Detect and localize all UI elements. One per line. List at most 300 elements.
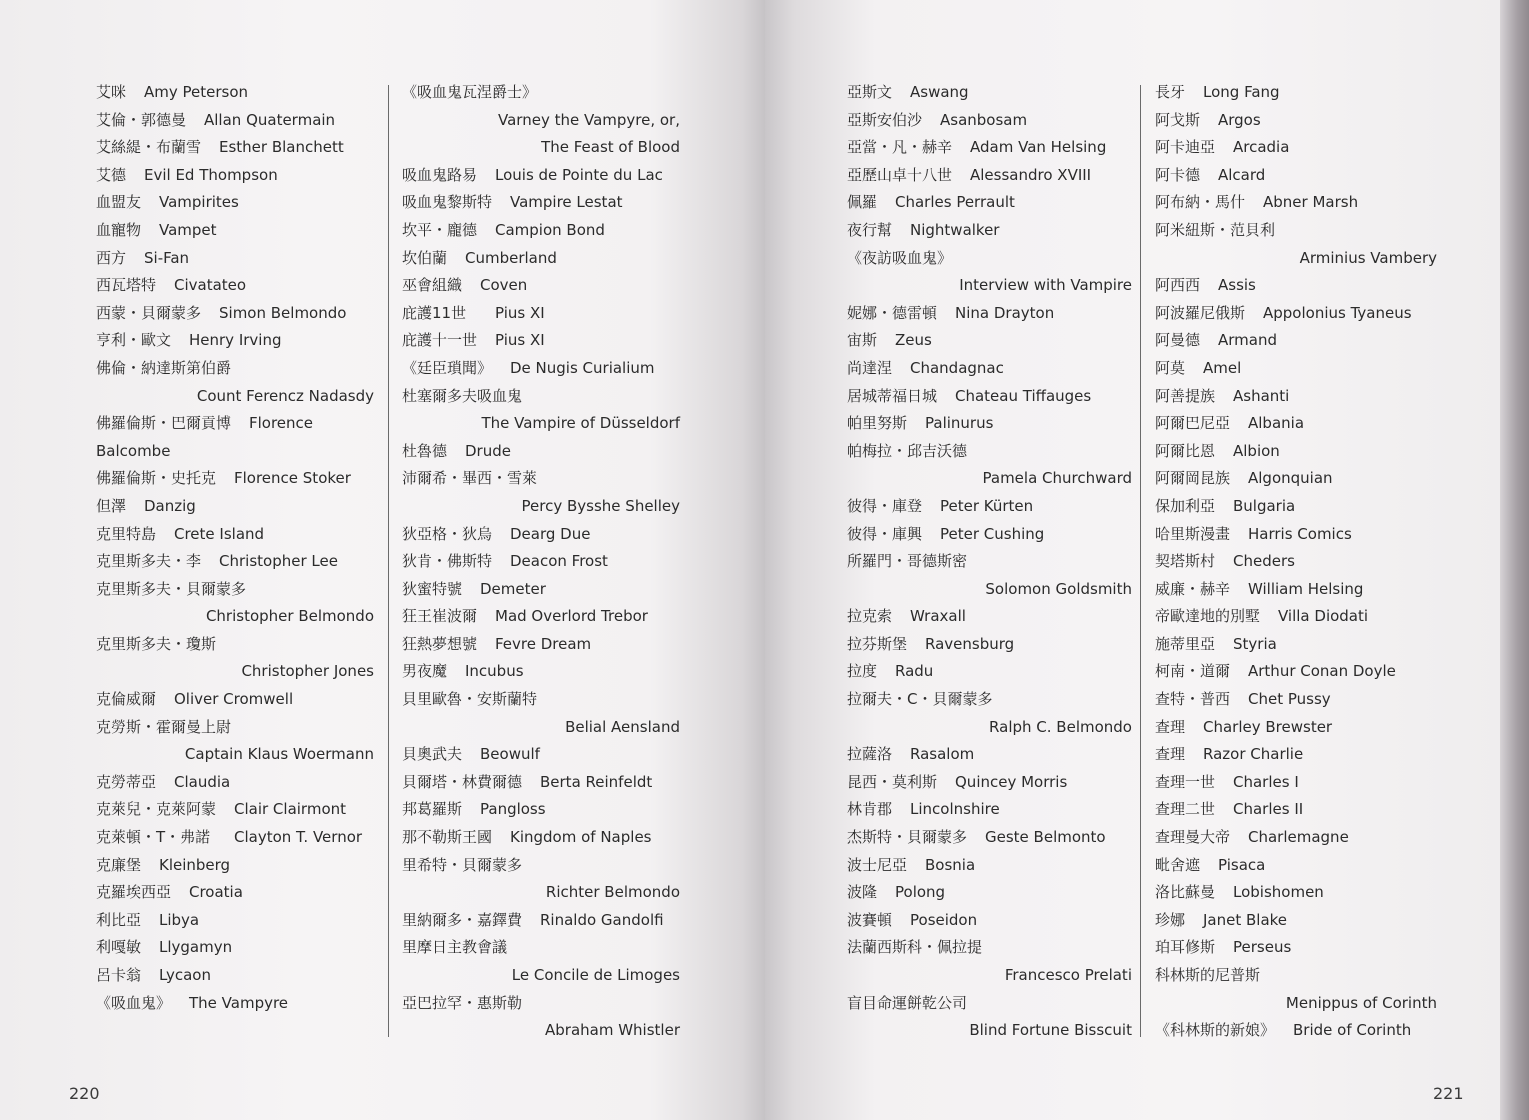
index-entry: [96, 246, 374, 274]
entry-english-term: Francesco Prelati: [1004, 966, 1132, 984]
entry-english-term: Florence Stoker: [234, 469, 351, 488]
index-entry: [1155, 328, 1437, 356]
entry-english-term: Kingdom of Naples: [510, 828, 652, 847]
entry-chinese-term: 亨利・歐文: [96, 331, 172, 350]
entry-chinese-term: 《吸血鬼》: [96, 993, 172, 1012]
index-entry: [1155, 825, 1437, 853]
index-entry: [96, 659, 374, 687]
index-entry: [1155, 273, 1437, 301]
index-entry: [847, 825, 1132, 853]
entry-english-term: Menippus of Corinth: [1285, 993, 1437, 1012]
entry-english-term: Charles II: [1233, 800, 1304, 819]
entry-chinese-term: Balcombe: [96, 441, 171, 460]
entry-chinese-term: 阿米紐斯・范貝利: [1155, 220, 1276, 239]
index-entry: [1155, 659, 1437, 687]
entry-english-term: Berta Reinfeldt: [540, 772, 653, 791]
entry-english-term: Quincey Morris: [955, 772, 1068, 791]
entry-chinese-term: 狄蜜特號: [402, 579, 463, 598]
entry-english-term: Dearg Due: [510, 524, 591, 543]
entry-chinese-term: 查理: [1155, 717, 1186, 736]
entry-chinese-term: 林肯郡: [847, 800, 893, 819]
index-entry: [847, 246, 1132, 274]
index-entry: [96, 577, 374, 605]
index-entry: [96, 715, 374, 743]
index-entry: [847, 687, 1132, 715]
index-entry: [402, 659, 680, 687]
entry-english-term: Janet Blake: [1203, 910, 1288, 929]
entry-english-term: Razor Charlie: [1203, 745, 1304, 764]
entry-chinese-term: 盲目命運餅乾公司: [847, 993, 968, 1012]
entry-english-term: Ralph C. Belmondo: [989, 717, 1132, 736]
entry-chinese-term: 科林斯的尼普斯: [1155, 966, 1261, 984]
entry-english-term: Blind Fortune Bisscuit: [969, 1021, 1132, 1040]
entry-chinese-term: 克羅埃西亞: [96, 883, 172, 902]
entry-english-term: Appolonius Tyaneus: [1263, 303, 1412, 322]
index-entry: [1155, 853, 1437, 881]
entry-english-term: Incubus: [465, 662, 524, 681]
index-entry: [847, 301, 1132, 329]
index-entry: [1155, 880, 1437, 908]
entry-chinese-term: 庇護11世: [402, 303, 467, 322]
index-entry: [96, 604, 374, 632]
entry-english-term: Captain Klaus Woermann: [184, 745, 374, 764]
entry-chinese-term: 拉克索: [847, 607, 893, 626]
entry-english-term: Cheders: [1233, 552, 1295, 571]
entry-chinese-term: 杰斯特・貝爾蒙多: [847, 828, 968, 847]
index-entry: [847, 108, 1132, 136]
entry-english-term: Algonquian: [1248, 469, 1333, 488]
index-entry: [1155, 218, 1437, 246]
entry-english-term: Wraxall: [910, 607, 966, 626]
entry-chinese-term: 阿曼德: [1155, 331, 1201, 350]
index-entry: [402, 742, 680, 770]
index-entry: [402, 880, 680, 908]
entry-chinese-term: 佛羅倫斯・巴爾貢博: [96, 414, 232, 433]
entry-chinese-term: 男夜魔: [402, 662, 448, 681]
entry-chinese-term: 阿波羅尼俄斯: [1155, 303, 1246, 322]
entry-english-term: Vampet: [159, 220, 217, 239]
entry-chinese-term: 阿莫: [1155, 358, 1186, 377]
index-entry: [96, 825, 374, 853]
entry-english-term: Pius XI: [495, 331, 545, 350]
entry-chinese-term: 西蒙・貝爾蒙多: [96, 303, 202, 322]
entry-english-term: Albion: [1233, 441, 1280, 460]
entry-english-term: Charles I: [1233, 772, 1299, 791]
entry-chinese-term: 阿爾巴尼亞: [1155, 414, 1231, 433]
left-page-column-1: [96, 80, 374, 1018]
index-entry: [847, 963, 1132, 991]
entry-chinese-term: 柯南・道爾: [1155, 662, 1231, 681]
index-entry: [96, 935, 374, 963]
index-entry: [1155, 301, 1437, 329]
index-entry: [1155, 742, 1437, 770]
index-entry: [847, 908, 1132, 936]
entry-chinese-term: 《吸血鬼瓦涅爵士》: [402, 83, 538, 101]
entry-chinese-term: 珍娜: [1155, 910, 1186, 929]
entry-english-term: Claudia: [174, 772, 231, 791]
index-entry: [1155, 190, 1437, 218]
entry-english-term: Arcadia: [1233, 138, 1290, 157]
entry-english-term: Cumberland: [465, 248, 557, 267]
index-entry: [402, 135, 680, 163]
entry-english-term: Perseus: [1233, 938, 1292, 957]
index-entry: [1155, 604, 1437, 632]
entry-english-term: Count Ferencz Nadasdy: [196, 386, 374, 405]
entry-chinese-term: 邦葛羅斯: [402, 800, 463, 819]
entry-chinese-term: 阿爾岡昆族: [1155, 469, 1231, 488]
index-entry: [847, 715, 1132, 743]
index-entry: [1155, 549, 1437, 577]
index-entry: [402, 384, 680, 412]
entry-chinese-term: 血寵物: [96, 220, 142, 239]
entry-english-term: Radu: [895, 662, 934, 681]
entry-chinese-term: 艾倫・郭德曼: [96, 110, 187, 129]
entry-chinese-term: 阿布納・馬什: [1155, 193, 1246, 212]
index-entry: [1155, 494, 1437, 522]
entry-english-term: Clair Clairmont: [234, 800, 347, 819]
entry-english-term: Esther Blanchett: [219, 138, 344, 157]
entry-english-term: Long Fang: [1203, 83, 1280, 101]
index-entry: [847, 135, 1132, 163]
entry-english-term: Assis: [1218, 276, 1256, 295]
entry-english-term: Florence: [249, 414, 314, 433]
index-entry: [96, 632, 374, 660]
entry-chinese-term: 所羅門・哥德斯密: [847, 552, 968, 571]
entry-english-term: Croatia: [189, 883, 243, 902]
entry-english-term: Bride of Corinth: [1293, 1021, 1412, 1040]
index-entry: [1155, 466, 1437, 494]
page-number-left: 220: [69, 1084, 100, 1103]
entry-english-term: Bulgaria: [1233, 496, 1296, 515]
entry-chinese-term: 佛羅倫斯・史托克: [96, 469, 217, 488]
entry-chinese-term: 艾絲緹・布蘭雪: [96, 138, 202, 157]
entry-english-term: Ashanti: [1233, 386, 1290, 405]
index-entry: [402, 1018, 680, 1046]
entry-chinese-term: 《科林斯的新娘》: [1155, 1021, 1276, 1040]
index-entry: [847, 991, 1132, 1019]
entry-chinese-term: 佛倫・納達斯第伯爵: [96, 358, 232, 377]
entry-chinese-term: 阿西西: [1155, 276, 1201, 295]
entry-english-term: The Feast of Blood: [541, 138, 680, 157]
index-entry: [1155, 577, 1437, 605]
entry-chinese-term: 亞斯文: [847, 83, 893, 101]
entry-english-term: Harris Comics: [1248, 524, 1352, 543]
entry-chinese-term: 克廉堡: [96, 855, 142, 874]
index-entry: [1155, 687, 1437, 715]
entry-english-term: Simon Belmondo: [219, 303, 347, 322]
entry-english-term: Campion Bond: [495, 220, 605, 239]
index-entry: [847, 770, 1132, 798]
index-entry: [847, 190, 1132, 218]
entry-chinese-term: 西瓦塔特: [96, 276, 157, 295]
entry-chinese-term: 阿善提族: [1155, 386, 1216, 405]
entry-english-term: Vampire Lestat: [510, 193, 623, 212]
entry-chinese-term: 沛爾希・畢西・雪萊: [402, 469, 538, 488]
index-entry: [402, 439, 680, 467]
entry-chinese-term: 帕梅拉・邱吉沃德: [847, 441, 968, 460]
entry-english-term: Allan Quatermain: [204, 110, 336, 129]
index-entry: [847, 328, 1132, 356]
index-entry: [1155, 384, 1437, 412]
entry-chinese-term: 里納爾多・嘉鐸費: [402, 910, 523, 929]
entry-chinese-term: 杜魯德: [402, 441, 448, 460]
index-entry: [96, 908, 374, 936]
entry-chinese-term: 狂王崔波爾: [402, 607, 478, 626]
entry-english-term: Louis de Pointe du Lac: [495, 165, 663, 184]
entry-english-term: Civatateo: [174, 276, 247, 295]
index-entry: [96, 108, 374, 136]
entry-chinese-term: 亞斯安伯沙: [847, 110, 923, 129]
right-page: [765, 0, 1500, 1120]
entry-chinese-term: 艾德: [96, 165, 127, 184]
index-entry: [402, 356, 680, 384]
index-entry: [402, 411, 680, 439]
index-entry: [1155, 797, 1437, 825]
index-entry: [402, 632, 680, 660]
entry-chinese-term: 帕里努斯: [847, 414, 908, 433]
entry-english-term: The Vampyre: [189, 993, 289, 1012]
entry-english-term: Pius XI: [495, 303, 545, 322]
index-entry: [402, 577, 680, 605]
entry-english-term: Pangloss: [480, 800, 546, 819]
entry-english-term: Christopher Lee: [219, 552, 338, 571]
book-page-edges: [1500, 0, 1529, 1120]
index-entry: [402, 549, 680, 577]
index-entry: [96, 797, 374, 825]
entry-chinese-term: 哈里斯漫畫: [1155, 524, 1231, 543]
right-page-column-divider: [1140, 85, 1141, 1037]
entry-english-term: Geste Belmonto: [985, 828, 1106, 847]
entry-english-term: Poseidon: [910, 910, 978, 929]
entry-chinese-term: 查理二世: [1155, 800, 1216, 819]
index-entry: [847, 742, 1132, 770]
entry-chinese-term: 妮娜・德雷頓: [847, 303, 938, 322]
entry-chinese-term: 查特・普西: [1155, 690, 1231, 709]
entry-english-term: Chandagnac: [910, 358, 1004, 377]
index-entry: [1155, 80, 1437, 108]
index-entry: [96, 466, 374, 494]
entry-english-term: Lobishomen: [1233, 883, 1324, 902]
index-entry: [1155, 108, 1437, 136]
entry-chinese-term: 巫會組織: [402, 276, 463, 295]
entry-chinese-term: 波士尼亞: [847, 855, 908, 874]
index-entry: [402, 604, 680, 632]
index-entry: [402, 494, 680, 522]
entry-english-term: Arthur Conan Doyle: [1248, 662, 1396, 681]
index-entry: [402, 108, 680, 136]
entry-english-term: Si-Fan: [144, 248, 190, 267]
entry-chinese-term: 查理一世: [1155, 772, 1216, 791]
page-number-right: 221: [1433, 1084, 1464, 1103]
entry-chinese-term: 但澤: [96, 496, 127, 515]
entry-chinese-term: 《夜訪吸血鬼》: [847, 248, 953, 267]
index-entry: [96, 80, 374, 108]
entry-chinese-term: 阿戈斯: [1155, 110, 1201, 129]
index-entry: [847, 163, 1132, 191]
index-entry: [96, 190, 374, 218]
index-entry: [847, 466, 1132, 494]
index-entry: [847, 853, 1132, 881]
index-entry: [402, 770, 680, 798]
entry-chinese-term: 阿卡德: [1155, 165, 1201, 184]
entry-english-term: Llygamyn: [159, 938, 233, 957]
entry-chinese-term: 彼得・庫登: [847, 496, 923, 515]
entry-english-term: Rinaldo Gandolfi: [540, 910, 664, 929]
entry-english-term: Polong: [895, 883, 946, 902]
index-entry: [1155, 135, 1437, 163]
entry-english-term: Lycaon: [159, 966, 211, 984]
entry-english-term: Libya: [159, 910, 200, 929]
index-entry: [96, 218, 374, 246]
index-entry: [96, 411, 374, 439]
entry-english-term: Zeus: [895, 331, 932, 350]
entry-english-term: Abraham Whistler: [545, 1021, 680, 1040]
entry-english-term: Villa Diodati: [1278, 607, 1369, 626]
entry-chinese-term: 亞歷山卓十八世: [847, 165, 953, 184]
entry-english-term: Charles Perrault: [895, 193, 1015, 212]
entry-english-term: Pisaca: [1218, 855, 1266, 874]
entry-english-term: Interview with Vampire: [959, 276, 1132, 295]
index-entry: [402, 328, 680, 356]
index-entry: [402, 853, 680, 881]
index-entry: [847, 1018, 1132, 1046]
entry-english-term: Solomon Goldsmith: [985, 579, 1132, 598]
entry-english-term: Le Concile de Limoges: [511, 966, 680, 984]
entry-chinese-term: 拉爾夫・C・貝爾蒙多: [847, 690, 993, 709]
index-entry: [1155, 770, 1437, 798]
entry-chinese-term: 洛比蘇曼: [1155, 883, 1216, 902]
entry-english-term: Richter Belmondo: [545, 883, 680, 902]
entry-english-term: Nightwalker: [910, 220, 1000, 239]
entry-chinese-term: 阿爾比恩: [1155, 441, 1216, 460]
entry-chinese-term: 阿卡迪亞: [1155, 138, 1216, 157]
entry-english-term: Henry Irving: [189, 331, 282, 350]
entry-english-term: Asanbosam: [940, 110, 1028, 129]
index-entry: [402, 991, 680, 1019]
index-entry: [96, 770, 374, 798]
entry-chinese-term: 毗舍遮: [1155, 855, 1201, 874]
entry-chinese-term: 狄肯・佛斯特: [402, 552, 493, 571]
index-entry: [402, 825, 680, 853]
index-entry: [1155, 1018, 1437, 1046]
entry-chinese-term: 帝歐達地的別墅: [1155, 607, 1261, 626]
index-entry: [402, 301, 680, 329]
entry-english-term: Fevre Dream: [495, 634, 592, 653]
entry-chinese-term: 珀耳修斯: [1155, 938, 1216, 957]
entry-chinese-term: 夜行幫: [847, 220, 893, 239]
index-entry: [847, 797, 1132, 825]
entry-english-term: Beowulf: [480, 745, 540, 764]
entry-english-term: Ravensburg: [925, 634, 1015, 653]
entry-english-term: Pamela Churchward: [982, 469, 1132, 488]
index-entry: [96, 494, 374, 522]
entry-english-term: Chateau Tiffauges: [955, 386, 1092, 405]
index-entry: [96, 549, 374, 577]
entry-english-term: Charley Brewster: [1203, 717, 1333, 736]
entry-english-term: Drude: [465, 441, 511, 460]
right-page-column-2: [1155, 80, 1437, 1046]
entry-english-term: Oliver Cromwell: [174, 690, 294, 709]
entry-chinese-term: 狂熱夢想號: [402, 634, 478, 653]
entry-chinese-term: 里希特・貝爾蒙多: [402, 855, 523, 874]
index-entry: [847, 439, 1132, 467]
entry-chinese-term: 尚達涅: [847, 358, 893, 377]
index-entry: [402, 522, 680, 550]
entry-english-term: Rasalom: [910, 745, 975, 764]
entry-english-term: Amel: [1203, 358, 1242, 377]
index-entry: [96, 742, 374, 770]
entry-chinese-term: 狄亞格・狄烏: [402, 524, 493, 543]
index-entry: [1155, 356, 1437, 384]
index-entry: [402, 190, 680, 218]
entry-english-term: Coven: [480, 276, 528, 295]
entry-chinese-term: 克萊兒・克萊阿蒙: [96, 800, 217, 819]
left-page-column-2: [402, 80, 680, 1046]
entry-english-term: Armand: [1218, 331, 1277, 350]
entry-english-term: Deacon Frost: [510, 552, 608, 571]
entry-chinese-term: 克萊頓・T・弗諾: [96, 828, 211, 847]
index-entry: [96, 356, 374, 384]
entry-english-term: The Vampire of Düsseldorf: [481, 414, 680, 433]
entry-english-term: Belial Aensland: [565, 717, 680, 736]
entry-chinese-term: 庇護十一世: [402, 331, 478, 350]
entry-english-term: Styria: [1233, 634, 1277, 653]
index-entry: [96, 135, 374, 163]
entry-chinese-term: 吸血鬼路易: [402, 165, 478, 184]
index-entry: [847, 384, 1132, 412]
index-entry: [402, 935, 680, 963]
index-entry: [847, 604, 1132, 632]
index-entry: [402, 715, 680, 743]
index-entry: [847, 356, 1132, 384]
index-entry: [96, 880, 374, 908]
index-entry: [96, 522, 374, 550]
entry-chinese-term: 那不勒斯王國: [402, 828, 493, 847]
index-entry: [1155, 246, 1437, 274]
entry-chinese-term: 《廷臣瑣聞》: [402, 358, 493, 377]
entry-english-term: Evil Ed Thompson: [144, 165, 278, 184]
entry-english-term: Chet Pussy: [1248, 690, 1331, 709]
entry-chinese-term: 昆西・莫利斯: [847, 772, 938, 791]
index-entry: [847, 659, 1132, 687]
index-entry: [96, 963, 374, 991]
index-entry: [96, 301, 374, 329]
entry-english-term: Albania: [1248, 414, 1305, 433]
entry-english-term: Danzig: [144, 496, 196, 515]
entry-chinese-term: 拉度: [847, 662, 878, 681]
entry-chinese-term: 克勞斯・霍爾曼上尉: [96, 717, 232, 736]
index-entry: [847, 632, 1132, 660]
entry-english-term: Peter Kürten: [940, 496, 1034, 515]
entry-chinese-term: 里摩日主教會議: [402, 938, 508, 957]
entry-chinese-term: 威廉・赫辛: [1155, 579, 1231, 598]
entry-english-term: Kleinberg: [159, 855, 231, 874]
entry-chinese-term: 法蘭西斯科・佩拉提: [847, 938, 983, 957]
entry-chinese-term: 坎平・龐德: [402, 220, 478, 239]
entry-chinese-term: 亞當・凡・赫辛: [847, 138, 953, 157]
entry-english-term: Charlemagne: [1248, 828, 1349, 847]
index-entry: [96, 439, 374, 467]
entry-english-term: Adam Van Helsing: [970, 138, 1107, 157]
entry-chinese-term: 拉芬斯堡: [847, 634, 908, 653]
index-entry: [847, 218, 1132, 246]
entry-english-term: Nina Drayton: [955, 303, 1055, 322]
index-entry: [847, 577, 1132, 605]
entry-chinese-term: 貝爾塔・林費爾德: [402, 772, 523, 791]
index-entry: [402, 246, 680, 274]
entry-chinese-term: 查理曼大帝: [1155, 828, 1231, 847]
entry-chinese-term: 杜塞爾多夫吸血鬼: [402, 386, 523, 405]
